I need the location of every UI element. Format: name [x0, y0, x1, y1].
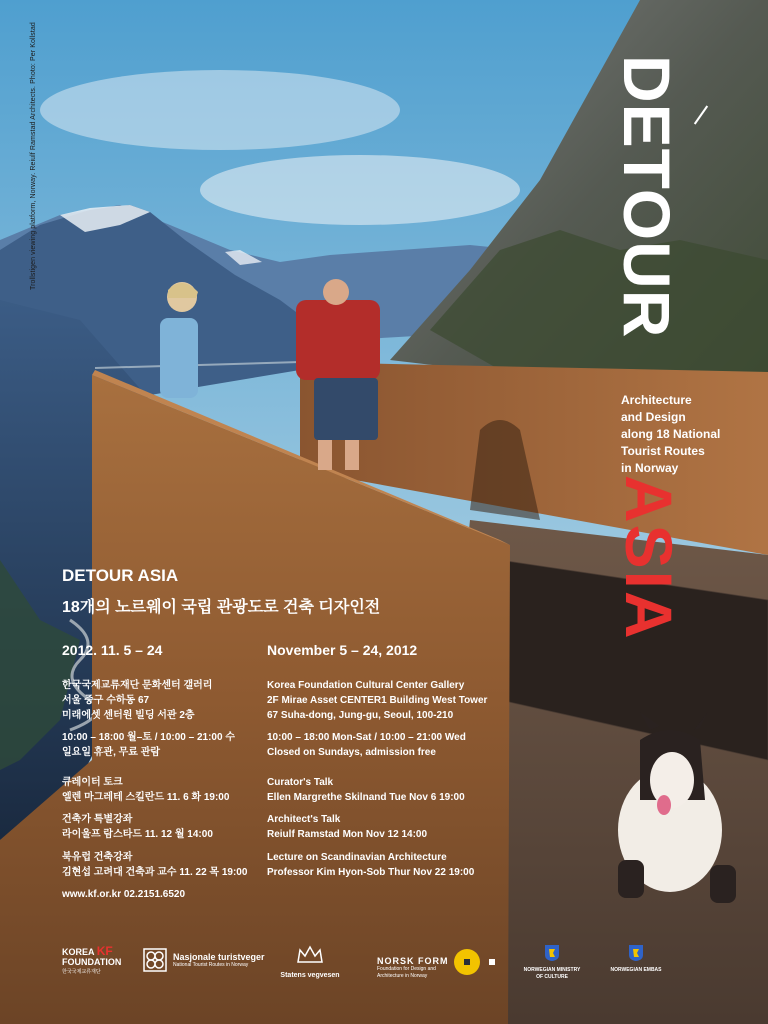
asia-vertical-title: ASIA: [612, 475, 686, 641]
lion-crest-icon: [628, 944, 644, 962]
norsk-form-square-icon: [489, 959, 495, 965]
curator-talk-english: Curator's Talk Ellen Margrethe Skilnand Tue Nov 6 19:00: [267, 777, 465, 803]
lion-crest-icon: [544, 944, 560, 962]
date-english: November 5 – 24, 2012: [267, 642, 418, 658]
venue-english: Korea Foundation Cultural Center Gallery 2F Mirae Asset CENTER1 Building West Tower 67 Suha-dong, Jung-gu, Seoul, 100-210: [267, 680, 488, 721]
photo-credit: Trollstigen viewing platform, Norway. Reiulf Ramstad Architects. Photo: Per Kollstad: [30, 22, 37, 290]
exhibition-title: DETOUR ASIA: [62, 566, 179, 585]
architect-talk-english: Architect's Talk Reiulf Ramstad Mon Nov 12 14:00: [267, 814, 428, 840]
architect-talk-korean: 건축가 특별강좌 라이울프 람스타드 11. 12 월 14:00: [62, 814, 213, 840]
crown-icon: [295, 944, 325, 966]
korea-foundation-logo: KOREA KF FOUNDATION 한국국제교류재단: [62, 944, 122, 975]
contact-link[interactable]: www.kf.or.kr 02.2151.6520: [62, 889, 186, 900]
venue-korean: 한국국제교류재단 문화센터 갤러리 서울 중구 수하동 67 미래에셋 센터원 빌딩 서관 2층: [62, 680, 213, 721]
ministry-of-culture-logo: NORWEGIAN MINISTRY OF CULTURE: [512, 944, 592, 981]
hours-english: 10:00 – 18:00 Mon-Sat / 10:00 – 21:00 Wed Closed on Sundays, admission free: [267, 732, 466, 758]
detour-vertical-title: DETOUR: [610, 55, 684, 339]
date-korean: 2012. 11. 5 – 24: [62, 642, 163, 658]
norsk-form-logo: NORSK FORM Foundation for Design and Architecture in Norway: [377, 956, 449, 979]
sponsor-logos: KOREA KF FOUNDATION 한국국제교류재단 Nasjonale turistveger National Tourist Routes in Norway Statens vegvesen NORSK FORM Foundation for Design and Architecture in Norway NORWEGIAN MINISTRY OF CULTURE NORWEGIAN EMBAS: [0, 940, 768, 1000]
norwegian-embassy-logo: NORWEGIAN EMBAS: [600, 944, 672, 974]
curator-talk-korean: 큐레이터 토크 엘렌 마그레테 스킬란드 11. 6 화 19:00: [62, 777, 230, 803]
lecture-korean: 북유럽 건축강좌 김현섭 고려대 건축과 교수 11. 22 목 19:00: [62, 852, 248, 878]
korean-title: 18개의 노르웨이 국립 관광도로 건축 디자인전: [62, 599, 381, 616]
subtitle: Architecture and Design along 18 National Tourist Routes in Norway: [621, 393, 721, 475]
statens-vegvesen-logo: Statens vegvesen: [275, 944, 345, 981]
norsk-form-circle-icon: [454, 949, 480, 975]
turistveger-icon: [143, 948, 167, 972]
hours-korean: 10:00 – 18:00 월–토 / 10:00 – 21:00 수 일요일 휴관, 무료 관람: [62, 732, 235, 758]
lecture-english: Lecture on Scandinavian Architecture Professor Kim Hyon-Sob Thur Nov 22 19:00: [267, 852, 475, 878]
